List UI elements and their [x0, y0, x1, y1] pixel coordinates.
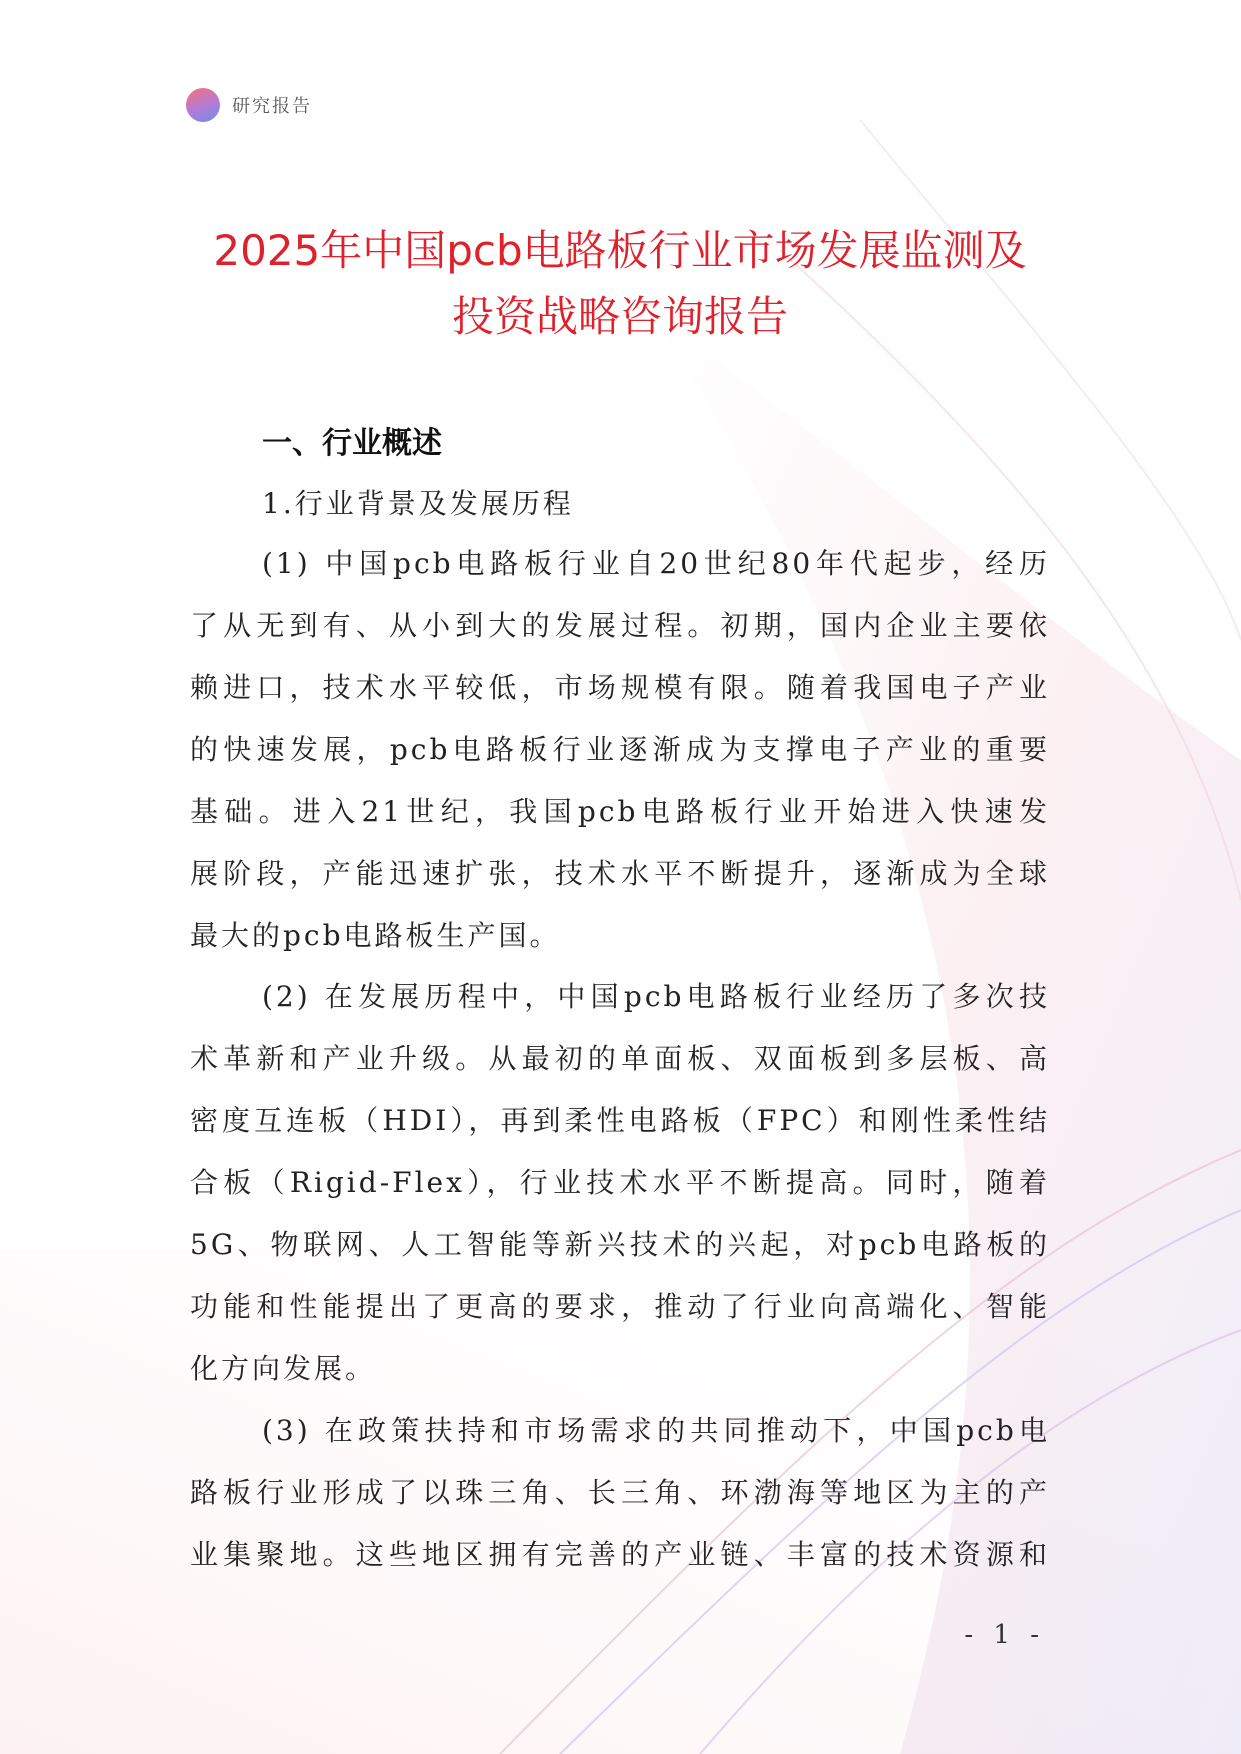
paragraph-line: 的快速发展，pcb电路板行业逐渐成为支撑电子产业的重要 [190, 733, 1050, 766]
paragraph-line: 化方向发展。 [190, 1352, 377, 1385]
paragraph-line: 赖进口，技术水平较低，市场规模有限。随着我国电子产业 [190, 671, 1050, 704]
paragraph-1 [190, 533, 1050, 967]
paragraph-line: (1) 中国pcb电路板行业自20世纪80年代起步，经历 [262, 547, 1050, 580]
paragraph-line: 合板（Rigid-Flex），行业技术水平不断提高。同时，随着 [190, 1166, 1050, 1199]
paragraph-line: 路板行业形成了以珠三角、长三角、环渤海等地区为主的产 [190, 1476, 1050, 1509]
paragraph-line: 展阶段，产能迅速扩张，技术水平不断提升，逐渐成为全球 [190, 857, 1050, 890]
paragraph-line: (2) 在发展历程中，中国pcb电路板行业经历了多次技 [262, 980, 1050, 1013]
logo-icon [186, 88, 220, 122]
paragraph-line: 了从无到有、从小到大的发展过程。初期，国内企业主要依 [190, 609, 1050, 642]
paragraph-line: 业集聚地。这些地区拥有完善的产业链、丰富的技术资源和 [190, 1538, 1050, 1571]
paragraph-line: 最大的pcb电路板生产国。 [190, 919, 561, 952]
header-label: 研究报告 [232, 96, 312, 117]
report-header [186, 88, 312, 122]
page-number: - 1 - [964, 1620, 1045, 1650]
paragraph-line: 术革新和产业升级。从最初的单面板、双面板到多层板、高 [190, 1042, 1050, 1075]
title-line-1: 2025年中国pcb电路板行业市场发展监测及 [213, 226, 1027, 275]
paragraph-line: 密度互连板（HDI），再到柔性电路板（FPC）和刚性柔性结 [190, 1104, 1050, 1137]
document-title [170, 218, 1070, 350]
paragraph-3 [190, 1400, 1050, 1586]
paragraph-line: (3) 在政策扶持和市场需求的共同推动下，中国pcb电 [262, 1414, 1050, 1447]
subsection-heading: 1.行业背景及发展历程 [262, 487, 574, 520]
paragraph-line: 基础。进入21世纪，我国pcb电路板行业开始进入快速发 [190, 795, 1050, 828]
paragraph-line: 功能和性能提出了更高的要求，推动了行业向高端化、智能 [190, 1290, 1050, 1323]
paragraph-line: 5G、物联网、人工智能等新兴技术的兴起，对pcb电路板的 [190, 1228, 1050, 1261]
title-line-2: 投资战略咨询报告 [451, 292, 788, 341]
section-heading: 一、行业概述 [262, 426, 442, 461]
paragraph-2 [190, 966, 1050, 1400]
